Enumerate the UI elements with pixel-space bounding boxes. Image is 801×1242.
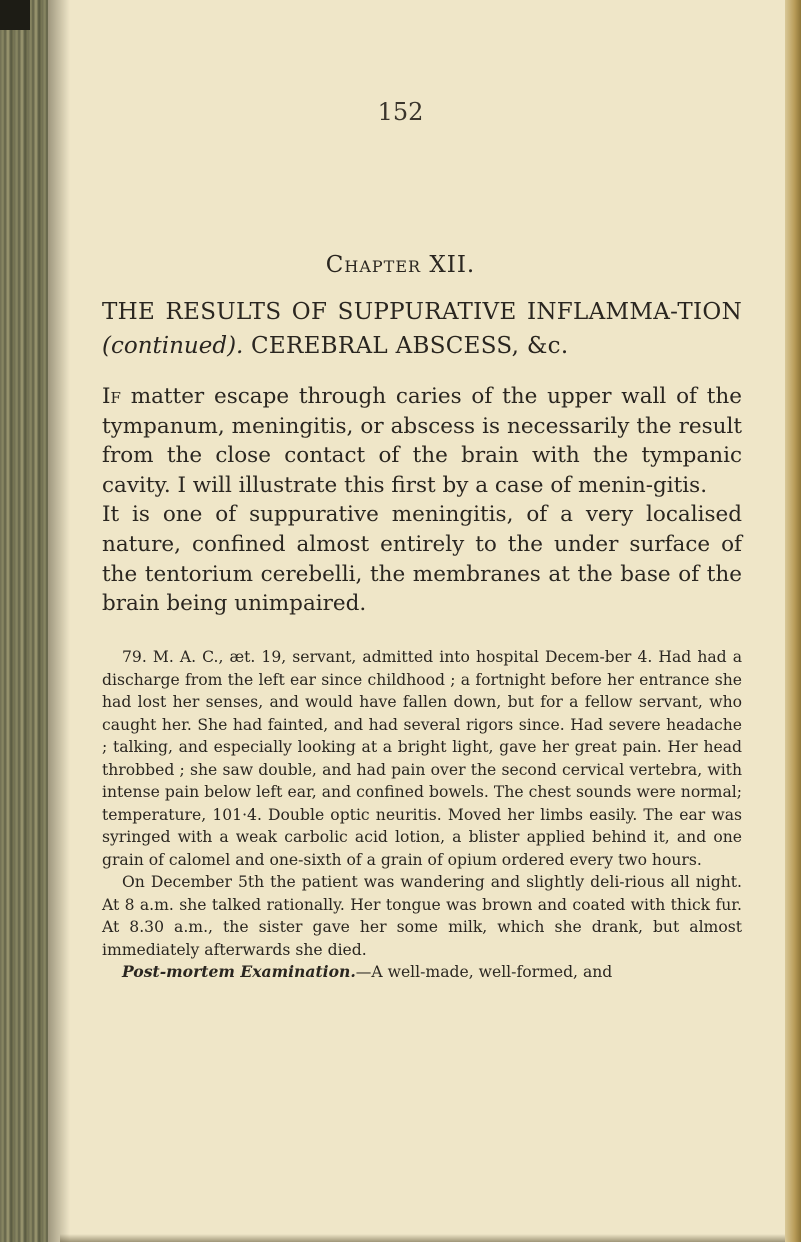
paragraph-1-text: matter escape through caries of the upper wall of the tympanum, meningitis, or abscess is necessarily the result from the close contact of the brain with the tympanic cavity. I will illustrate this first by a case of menin-gitis.	[102, 384, 742, 498]
case-paragraph-1: 79. M. A. C., æt. 19, servant, admitted into hospital Decem-ber 4. Had had a discharge from the left ear since childhood ; a fortnight before her entrance she had lost her senses, and would have fallen down, but for a fellow servant, who caught her. She had fainted, and had several rigors since. Had severe headache ; talking, and especially looking at a bright light, gave her great pain. Her head throbbed ; she saw double, and had pain over the second cervical vertebra, with intense pain below left ear, and confined bowels. The chest sounds were normal; temperature, 101·4. Double optic neuritis. Moved her limbs easily. The ear was syringed with a weak carbolic acid lotion, a blister applied behind it, and one grain of calomel and one-sixth of a grain of opium ordered every two hours.	[102, 648, 742, 869]
paragraph-1	[102, 382, 742, 500]
case-paragraph-3-text: —A well-made, well-formed, and	[355, 963, 613, 981]
dropcap-word: If	[102, 384, 121, 409]
main-body	[102, 382, 742, 619]
page-number: 152	[377, 98, 424, 126]
chapter-title	[102, 295, 742, 363]
title-main: THE RESULTS OF SUPPURATIVE INFLAMMA-TION	[102, 299, 742, 325]
case-paragraph-2: On December 5th the patient was wandering and slightly deli-rious all night. At 8 a.m. she talked rationally. Her tongue was brown and coated with thick fur. At 8.30 a.m., the sister gave her some milk, which she drank, but almost immediately afterwards she died.	[102, 873, 742, 959]
chapter-heading: Chapter XII.	[325, 252, 476, 278]
paragraph-2: It is one of suppurative meningitis, of a very localised nature, confined almost entirely to the under surface of the tentorium cerebelli, the membranes at the base of the brain being unimpaired.	[102, 502, 742, 617]
title-subtitle: CEREBRAL ABSCESS, &c.	[250, 333, 569, 359]
post-mortem-heading: Post-mortem Examination.	[122, 962, 356, 981]
title-continued: (continued).	[102, 333, 244, 359]
case-paragraph-3	[102, 961, 742, 984]
case-report	[102, 646, 742, 984]
